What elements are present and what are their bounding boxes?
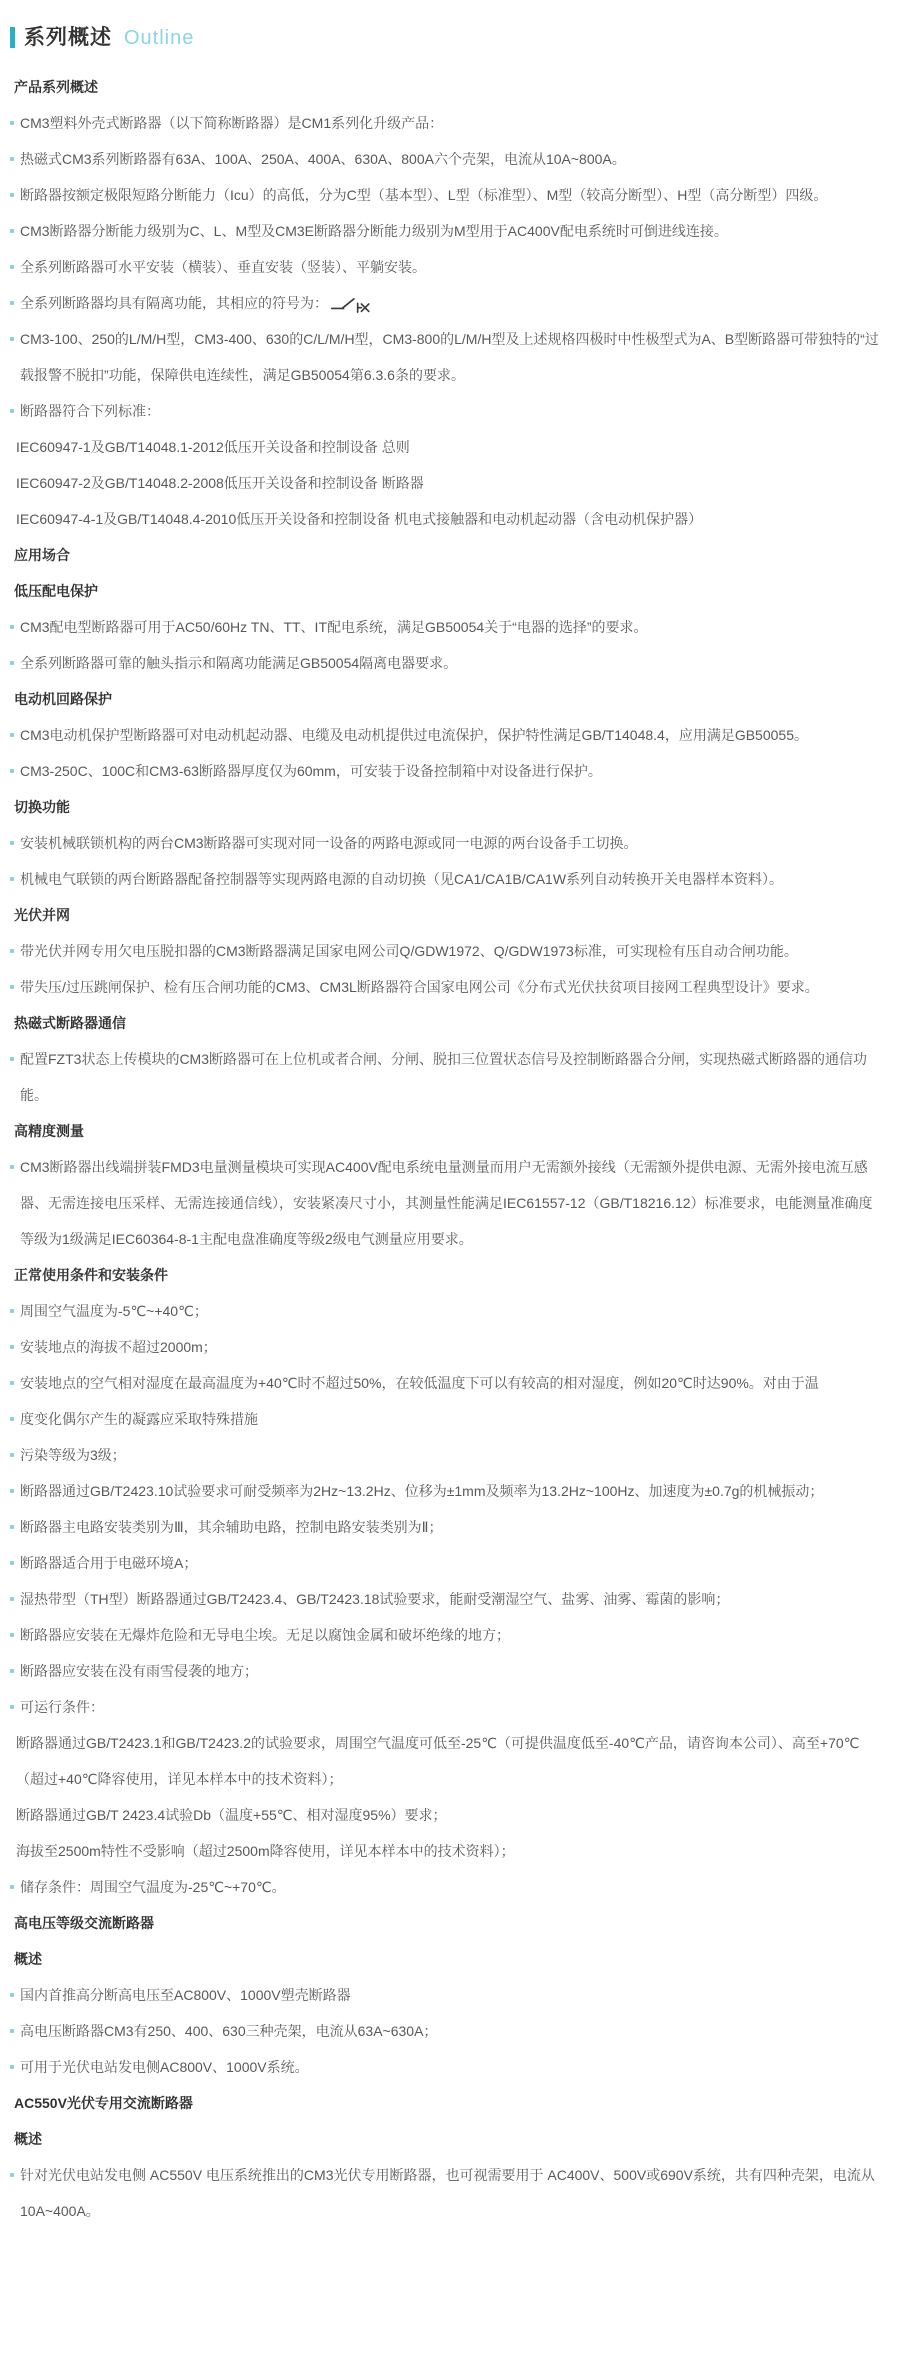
- bullet-icon: [10, 1633, 14, 1637]
- list-item: [8, 213, 882, 249]
- list-item-text: 全系列断路器可水平安装（横装）、垂直安装（竖装）、平躺安装。: [20, 259, 426, 275]
- bullet-icon: [10, 1489, 14, 1493]
- list-item: [8, 609, 882, 645]
- list-item: [8, 285, 882, 321]
- section-heading: 高精度测量: [14, 1123, 84, 1139]
- list-item-plain: IEC60947-1及GB/T14048.1-2012低压开关设备和控制设备 总则: [16, 439, 410, 455]
- list-item-text: CM3断路器分断能力级别为C、L、M型及CM3E断路器分断能力级别为M型用于AC400V配电系统时可倒进线连接。: [20, 223, 728, 239]
- list-item: [8, 645, 882, 681]
- page-header: [10, 27, 900, 48]
- list-item-text: CM3塑料外壳式断路器（以下简称断路器）是CM1系列化升级产品：: [20, 115, 444, 131]
- section-heading: AC550V光伏专用交流断路器: [14, 2095, 193, 2111]
- bullet-icon: [10, 1165, 14, 1169]
- list-item-plain: IEC60947-4-1及GB/T14048.4-2010低压开关设备和控制设备 机电式接触器和电动机起动器（含电动机保护器）: [16, 511, 703, 527]
- content-body: [0, 63, 900, 2229]
- section-heading: 概述: [14, 2131, 42, 2147]
- list-item: [8, 1869, 882, 1905]
- list-item-text: 热磁式CM3系列断路器有63A、100A、250A、400A、630A、800A六个壳架，电流从10A~800A。: [20, 151, 626, 167]
- bullet-icon: [10, 337, 14, 341]
- section-heading: 切换功能: [14, 799, 70, 815]
- list-item-text: 全系列断路器可靠的触头指示和隔离功能满足GB50054隔离电器要求。: [20, 655, 458, 671]
- bullet-icon: [10, 733, 14, 737]
- list-item: [8, 969, 882, 1005]
- list-item-text: 断路器按额定极限短路分断能力（Icu）的高低，分为C型（基本型）、L型（标准型）、M型（较高分断型）、H型（高分断型）四级。: [20, 187, 828, 203]
- list-item-text: 断路器主电路安装类别为Ⅲ，其余辅助电路，控制电路安装类别为Ⅱ；: [20, 1519, 443, 1535]
- bullet-icon: [10, 2173, 14, 2177]
- bullet-icon: [10, 1453, 14, 1457]
- list-item-text: 储存条件：周围空气温度为-25℃~+70℃。: [20, 1879, 286, 1895]
- list-item-text: 断路器应安装在无爆炸危险和无导电尘埃。无足以腐蚀金属和破坏绝缘的地方；: [20, 1627, 510, 1643]
- list-item: [8, 393, 882, 429]
- list-item: [8, 2049, 882, 2085]
- section-heading: 产品系列概述: [14, 79, 98, 95]
- list-item-text: 国内首推高分断高电压至AC800V、1000V塑壳断路器: [20, 1987, 351, 2003]
- list-item: [8, 753, 882, 789]
- bullet-icon: [10, 1669, 14, 1673]
- section-heading: 光伏并网: [14, 907, 70, 923]
- bullet-icon: [10, 1057, 14, 1061]
- list-item: [8, 2157, 882, 2229]
- bullet-icon: [10, 265, 14, 269]
- list-item: [8, 321, 882, 393]
- bullet-icon: [10, 1309, 14, 1313]
- list-item: [8, 825, 882, 861]
- bullet-icon: [10, 157, 14, 161]
- bullet-icon: [10, 985, 14, 989]
- list-item: [8, 1581, 882, 1617]
- section-heading: 概述: [14, 1951, 42, 1967]
- list-item: [8, 861, 882, 897]
- section-heading: 电动机回路保护: [14, 691, 112, 707]
- list-item-text: 针对光伏电站发电侧 AC550V 电压系统推出的CM3光伏专用断路器，也可视需要用于 AC400V、500V或690V系统，共有四种壳架，电流从10A~400A。: [20, 2167, 875, 2219]
- list-item-text: 度变化偶尔产生的凝露应采取特殊措施: [20, 1411, 258, 1427]
- list-item: [8, 933, 882, 969]
- bullet-icon: [10, 2029, 14, 2033]
- bullet-icon: [10, 1993, 14, 1997]
- list-item: [8, 2013, 882, 2049]
- list-item-text: 湿热带型（TH型）断路器通过GB/T2423.4、GB/T2423.18试验要求，能耐受潮湿空气、盐雾、油雾、霉菌的影响；: [20, 1591, 730, 1607]
- bullet-icon: [10, 1381, 14, 1385]
- section-heading: 正常使用条件和安装条件: [14, 1267, 168, 1283]
- list-item: [8, 1509, 882, 1545]
- bullet-icon: [10, 1561, 14, 1565]
- section-heading: 应用场合: [14, 547, 70, 563]
- list-item-text: 可用于光伏电站发电侧AC800V、1000V系统。: [20, 2059, 309, 2075]
- bullet-icon: [10, 121, 14, 125]
- bullet-icon: [10, 1597, 14, 1601]
- list-item-text: CM3电动机保护型断路器可对电动机起动器、电缆及电动机提供过电流保护，保护特性满足GB/T14048.4，应用满足GB50055。: [20, 727, 808, 743]
- list-item-text: CM3-250C、100C和CM3-63断路器厚度仅为60mm，可安装于设备控制箱中对设备进行保护。: [20, 763, 602, 779]
- page-subtitle: Outline: [124, 26, 195, 49]
- list-item-plain: 断路器通过GB/T 2423.4试验Db（温度+55℃、相对湿度95%）要求；: [16, 1807, 447, 1823]
- list-item: [8, 1977, 882, 2013]
- bullet-icon: [10, 301, 14, 305]
- list-item-text: 安装地点的空气相对湿度在最高温度为+40℃时不超过50%，在较低温度下可以有较高的相对湿度，例如20℃时达90%。对由于温: [20, 1375, 819, 1391]
- list-item-text: 污染等级为3级；: [20, 1447, 126, 1463]
- list-item: [8, 1437, 882, 1473]
- list-item-text: CM3配电型断路器可用于AC50/60Hz TN、TT、IT配电系统，满足GB50054关于“电器的选择”的要求。: [20, 619, 648, 635]
- bullet-icon: [10, 193, 14, 197]
- bullet-icon: [10, 409, 14, 413]
- list-item: [8, 1401, 882, 1437]
- list-item-text: 机械电气联锁的两台断路器配备控制器等实现两路电源的自动切换（见CA1/CA1B/CA1W系列自动转换开关电器样本资料）。: [20, 871, 784, 887]
- list-item-text: CM3断路器出线端拼装FMD3电量测量模块可实现AC400V配电系统电量测量而用户无需额外接线（无需额外提供电源、无需外接电流互感器、无需连接电压采样、无需连接通信线），安装紧凑尺寸小，其测量性能满足IEC61557-12（GB/T18216.12）标准要求，电能测量准确度等级为1级满足IEC60364-8-1主配电盘准确度等级2级电气测量应用要求。: [20, 1159, 873, 1247]
- list-item-text: 断路器通过GB/T2423.10试验要求可耐受频率为2Hz~13.2Hz、位移为±1mm及频率为13.2Hz~100Hz、加速度为±0.7g的机械振动；: [20, 1483, 824, 1499]
- bullet-icon: [10, 625, 14, 629]
- list-item-text: 带光伏并网专用欠电压脱扣器的CM3断路器满足国家电网公司Q/GDW1972、Q/GDW1973标准，可实现检有压自动合闸功能。: [20, 943, 798, 959]
- section-heading: 低压配电保护: [14, 583, 98, 599]
- list-item-text: 可运行条件：: [20, 1699, 104, 1715]
- bullet-icon: [10, 1525, 14, 1529]
- bullet-icon: [10, 2065, 14, 2069]
- list-item-plain: 断路器通过GB/T2423.1和GB/T2423.2的试验要求，周围空气温度可低至-25℃（可提供温度低至-40℃产品，请咨询本公司）、高至+70℃（超过+40℃降容使用，详见本样本中的技术资料）；: [16, 1735, 860, 1787]
- list-item-text: 周围空气温度为-5℃~+40℃；: [20, 1303, 208, 1319]
- list-item: [8, 249, 882, 285]
- list-item: [8, 1689, 882, 1725]
- list-item: [8, 1473, 882, 1509]
- list-item: [8, 1545, 882, 1581]
- list-item: [8, 1653, 882, 1689]
- bullet-icon: [10, 877, 14, 881]
- bullet-icon: [10, 661, 14, 665]
- list-item: [8, 1041, 882, 1113]
- list-item: [8, 1617, 882, 1653]
- bullet-icon: [10, 1885, 14, 1889]
- list-item: [8, 717, 882, 753]
- list-item-text: 安装机械联锁机构的两台CM3断路器可实现对同一设备的两路电源或同一电源的两台设备手工切换。: [20, 835, 638, 851]
- bullet-icon: [10, 1417, 14, 1421]
- bullet-icon: [10, 1705, 14, 1709]
- list-item-text: 断路器适合用于电磁环境A；: [20, 1555, 198, 1571]
- list-item-text: 带失压/过压跳闸保护、检有压合闸功能的CM3、CM3L断路器符合国家电网公司《分布式光伏扶贫项目接网工程典型设计》要求。: [20, 979, 819, 995]
- list-item: [8, 1293, 882, 1329]
- section-heading: 热磁式断路器通信: [14, 1015, 126, 1031]
- list-item-text: 配置FZT3状态上传模块的CM3断路器可在上位机或者合闸、分闸、脱扣三位置状态信号及控制断路器合分闸，实现热磁式断路器的通信功能。: [20, 1051, 867, 1103]
- section-heading: 高电压等级交流断路器: [14, 1915, 154, 1931]
- bullet-icon: [10, 949, 14, 953]
- list-item: [8, 1149, 882, 1257]
- bullet-icon: [10, 1345, 14, 1349]
- accent-bar: [10, 27, 15, 48]
- list-item-plain: IEC60947-2及GB/T14048.2-2008低压开关设备和控制设备 断路器: [16, 475, 424, 491]
- list-item: [8, 177, 882, 213]
- list-item-text: 全系列断路器均具有隔离功能，其相应的符号为：: [20, 295, 328, 311]
- list-item-plain: 海拔至2500m特性不受影响（超过2500m降容使用，详见本样本中的技术资料）；: [16, 1843, 515, 1859]
- bullet-icon: [10, 841, 14, 845]
- isolation-switch-icon: [331, 294, 371, 314]
- list-item-text: 断路器应安装在没有雨雪侵袭的地方；: [20, 1663, 258, 1679]
- bullet-icon: [10, 229, 14, 233]
- page-title: 系列概述: [24, 26, 112, 49]
- list-item: [8, 1365, 882, 1401]
- series-outline-page: [0, 27, 900, 2229]
- list-item-text: 安装地点的海拔不超过2000m；: [20, 1339, 217, 1355]
- list-item-text: 断路器符合下列标准：: [20, 403, 160, 419]
- list-item: [8, 1329, 882, 1365]
- list-item-text: CM3-100、250的L/M/H型，CM3-400、630的C/L/M/H型，CM3-800的L/M/H型及上述规格四极时中性极型式为A、B型断路器可带独特的“过载报警不脱扣”功能，保障供电连续性，满足GB50054第6.3.6条的要求。: [20, 331, 879, 383]
- list-item-text: 高电压断路器CM3有250、400、630三种壳架，电流从63A~630A；: [20, 2023, 438, 2039]
- bullet-icon: [10, 769, 14, 773]
- list-item: [8, 141, 882, 177]
- list-item: [8, 105, 882, 141]
